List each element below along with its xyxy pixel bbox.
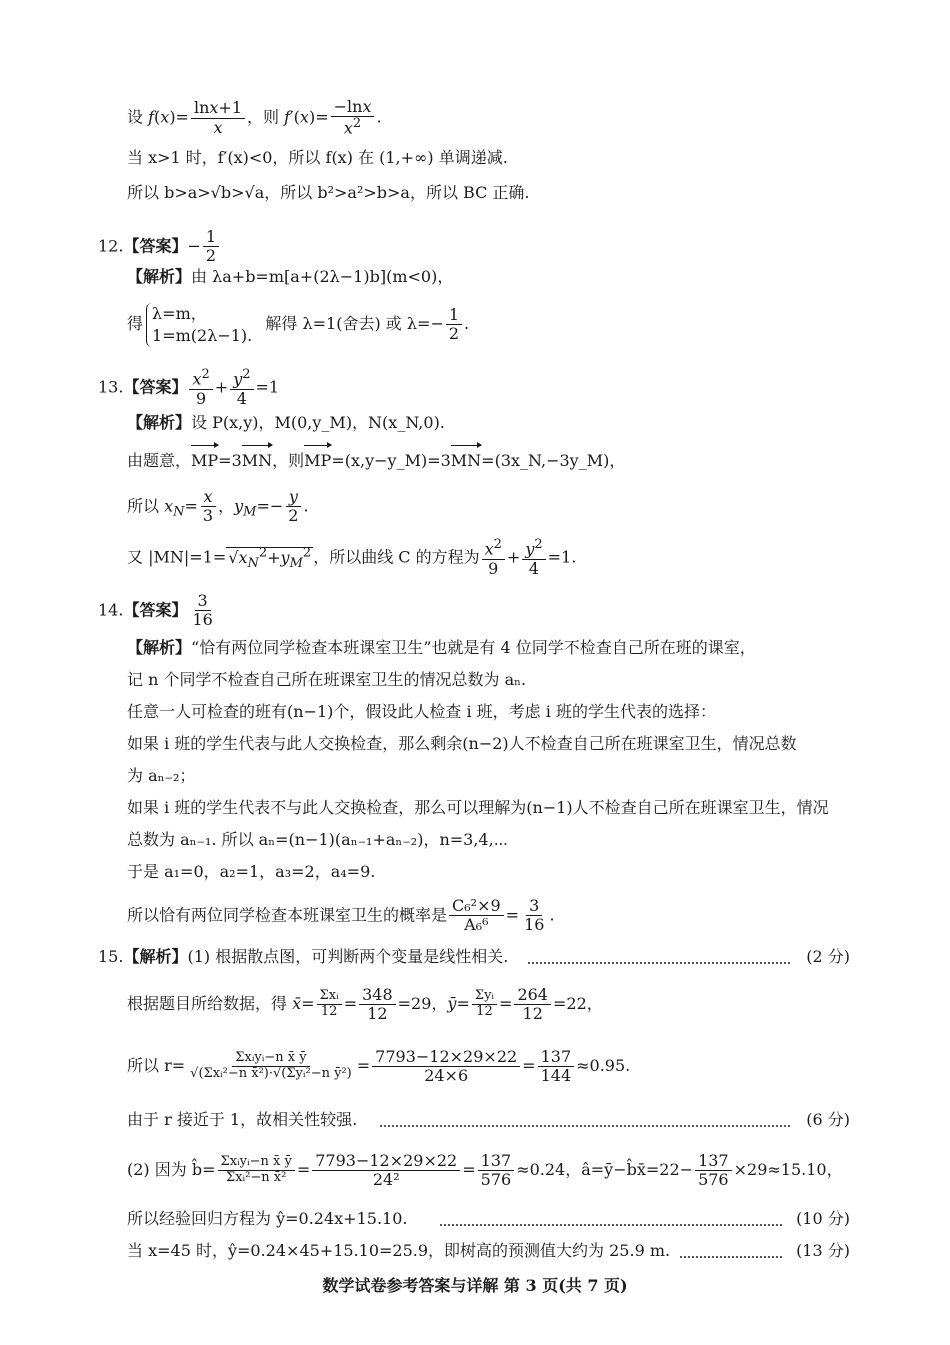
fraction: $\frac{3}{16}$ [524, 896, 545, 935]
q14-text: 如果 i 班的学生代表与此人交换检查，那么剩余(n−2)人不检查自己所在班课室卫生，情况总数 [127, 734, 797, 753]
fraction: $\frac{7793-12\times 29\times 22}{\text{24²}}$ [312, 1152, 460, 1190]
intro-mid: ，则 [247, 107, 280, 127]
fraction: $\frac{\text{Σyᵢ}}{12}$ [472, 989, 497, 1020]
q14-probability-line: 所以恰有两位同学检查本班课室卫生的概率是 $\frac{\text{C₆²×9}}{\text{A₆⁶}}$ = $\frac{3}{16}$ . [127, 896, 555, 935]
q15-line-1 [98, 944, 508, 970]
q15-b-line: (2) 因为 b̂= $\frac{\text{Σxᵢyᵢ−n x̄ ȳ}}{\text{Σxᵢ²−n x̄²}}$ = $\frac{7793-12\times 29\times 22}{\text{24²}}$ = $\frac{137}{576}$ ≈0.24，â=ȳ−b̂x̄=22− $\frac{137}{576}$ ×29≈15.10， [127, 1150, 843, 1189]
q12-solve: 解得 λ=1(舍去) 或 λ=− [265, 314, 444, 333]
q15-text: (1) 根据散点图，可判断两个变量是线性相关. [187, 947, 509, 966]
fraction: $\frac{x}{3}$ [200, 488, 216, 526]
vector-mp: MP [304, 448, 331, 474]
q14-text: “恰有两位同学检查本班课室卫生”也就是有 4 位同学不检查自己所在班的课室， [191, 638, 756, 657]
fraction: $\frac{-\ln x}{x^2}$ [331, 98, 375, 138]
intro-line-3: 所以 b>a>√b>√a，所以 b²>a²>b>a，所以 BC 正确. [127, 183, 530, 202]
vector-mp: MP [191, 448, 218, 474]
intro-line-2: 当 x>1 时，f′(x)<0，所以 f(x) 在 (1,+∞) 单调递减. [127, 148, 508, 167]
q15-r-line: 所以 r= $\frac{\text{Σxᵢyᵢ−n x̄ ȳ}}{\text{√(Σxᵢ²−n x̄²)·√(Σyᵢ²−n ȳ²)}}$ = $\frac{7793-12\times 29\times 22}{24\times 6}$ = $\frac{137}{144}$ ≈0.95. [127, 1046, 631, 1085]
q15-line-6: 所以经验回归方程为 ŷ=0.24x+15.10. [127, 1209, 408, 1228]
q12-analysis-line [127, 264, 453, 290]
fraction: $\frac{348}{12}$ [359, 986, 396, 1024]
q13-line-3: 所以 $x_N=$ $\frac{x}{3}$ ，$y_M=-$ $\frac{y}{2}$ . [127, 487, 309, 526]
q13-analysis-line [127, 410, 445, 436]
score: (2 分) [806, 947, 850, 966]
q15-number: 15. [98, 947, 124, 966]
q14-number: 14. [98, 600, 124, 620]
leader-dots [440, 1224, 782, 1226]
fraction: $\frac{x^2}{9}$ [189, 368, 212, 408]
vector-mn: MN [451, 448, 481, 474]
fraction: $\frac{y^2}{4}$ [230, 368, 253, 408]
answer-label: 【答案】 [123, 377, 188, 397]
fraction: $\frac{\ln x+1}{x}$ [191, 99, 245, 137]
q12-analysis-text: 由 λa+b=m[a+(2λ−1)b](m<0)， [191, 267, 454, 286]
analysis-label: 【解析】 [127, 413, 192, 432]
q14-answer-fraction: $\frac{3}{16}$ [192, 591, 213, 630]
leader-dots [380, 1125, 790, 1127]
leader-dots [528, 962, 790, 964]
fraction: $\frac{137}{576}$ [478, 1152, 515, 1190]
q12-number: 12. [98, 236, 124, 256]
q15-line-7: 当 x=45 时，ŷ=0.24×45+15.10=25.9，即树高的预测值大约为 25.9 m. [127, 1241, 671, 1260]
q14-text: 为 aₙ₋₂； [127, 766, 196, 785]
answer-label: 【答案】 [123, 236, 188, 256]
fraction: $\frac{\text{Σxᵢyᵢ−n x̄ ȳ}}{\text{Σxᵢ²−n x̄²}}$ [218, 1155, 295, 1186]
q13-line-4: 又 $|MN|=1= √x_N^2+y_M^2$ ，所以曲线 C 的方程为 $\frac{x^2}{9}$ + $\frac{y^2}{4}$ =1. [127, 537, 577, 578]
intro-lead: 设 [127, 107, 144, 127]
q12-answer: − [187, 236, 201, 256]
analysis-label: 【解析】 [123, 947, 188, 966]
q13-vector-line: 由题意，MP=3MN，则MP=(x,y−y_M)=3MN=(3x_N,−3y_M)， [127, 448, 625, 474]
score: (13 分) [796, 1241, 850, 1260]
q13-answer-row: 13.【答案】 $\frac{x^2}{9}$ + $\frac{y^2}{4}$ =1 [98, 367, 280, 408]
equation-system: λ=m， 1=m(2λ−1). [146, 303, 252, 347]
fraction: $\frac{\text{Σxᵢyᵢ−n x̄ ȳ}}{\text{√(Σxᵢ²−n x̄²)·√(Σyᵢ²−n ȳ²)}}$ [190, 1050, 352, 1081]
fraction: $\frac{137}{576}$ [695, 1152, 732, 1190]
fraction: $\frac{y^2}{4}$ [522, 538, 545, 578]
leader-dots [680, 1256, 782, 1258]
score: (10 分) [796, 1209, 850, 1228]
score: (6 分) [806, 1110, 850, 1129]
q14-text: 总数为 aₙ₋₁. 所以 aₙ=(n−1)(aₙ₋₁+aₙ₋₂)，n=3,4,⋯ [127, 830, 509, 849]
q12-answer-fraction: $\frac{1}{2}$ [203, 228, 219, 266]
q14-text: 于是 a₁=0，a₂=1，a₃=2，a₄=9. [127, 862, 376, 881]
answer-label: 【答案】 [123, 600, 188, 620]
q14-text: 如果 i 班的学生代表不与此人交换检查，那么可以理解为(n−1)人不检查自己所在班课室卫生，情况 [127, 798, 829, 817]
analysis-label: 【解析】 [127, 267, 192, 286]
q12-system-line: 得 λ=m， 1=m(2λ−1). 解得 λ=1(舍去) 或 λ=− $\frac{1}{2}$ . [127, 303, 470, 345]
q12-answer-row [98, 228, 221, 266]
q14-text: 任意一人可检查的班有(n−1)个，假设此人检查 i 班，考虑 i 班的学生代表的选择： [127, 702, 716, 721]
q15-line-4: 由于 r 接近于 1，故相关性较强. [127, 1110, 358, 1129]
fraction: $\frac{\text{C₆²×9}}{\text{A₆⁶}}$ [449, 897, 504, 935]
q14-answer-row [98, 592, 218, 630]
fraction: $\frac{137}{144}$ [538, 1048, 575, 1086]
fraction: $\frac{7793-12\times 29\times 22}{24\times 6}$ [372, 1048, 520, 1086]
fraction: $\frac{x^2}{9}$ [482, 538, 505, 578]
q12-solve-fraction: $\frac{1}{2}$ [446, 306, 462, 344]
q13-analysis-text: 设 P(x,y)，M(0,y_M)，N(x_N,0). [191, 413, 445, 432]
q12-lead: 得 [127, 314, 144, 333]
fraction: $\frac{264}{12}$ [514, 986, 551, 1024]
page-footer: 数学试卷参考答案与详解 第 3 页(共 7 页) [322, 1276, 628, 1295]
fraction: $\frac{y}{2}$ [285, 488, 301, 526]
vector-mn: MN [242, 448, 272, 474]
q15-means-line: 根据题目所给数据，得 x̄= $\frac{\text{Σxᵢ}}{12}$ = $\frac{348}{12}$ =29，ȳ= $\frac{\text{Σyᵢ}}{12}$ = $\frac{264}{12}$ =22， [127, 984, 603, 1023]
q13-number: 13. [98, 377, 124, 397]
fraction: $\frac{\text{Σxᵢ}}{12}$ [317, 989, 342, 1020]
q14-analysis-line [127, 635, 756, 661]
q14-text: 记 n 个同学不检查自己所在班课室卫生的情况总数为 aₙ. [127, 670, 527, 689]
intro-line-1: 设 f(x)= $\frac{\ln x+1}{x}$ ，则 f′(x)= $\frac{-\ln x}{x^2}$ . [127, 97, 382, 138]
analysis-label: 【解析】 [127, 638, 192, 657]
